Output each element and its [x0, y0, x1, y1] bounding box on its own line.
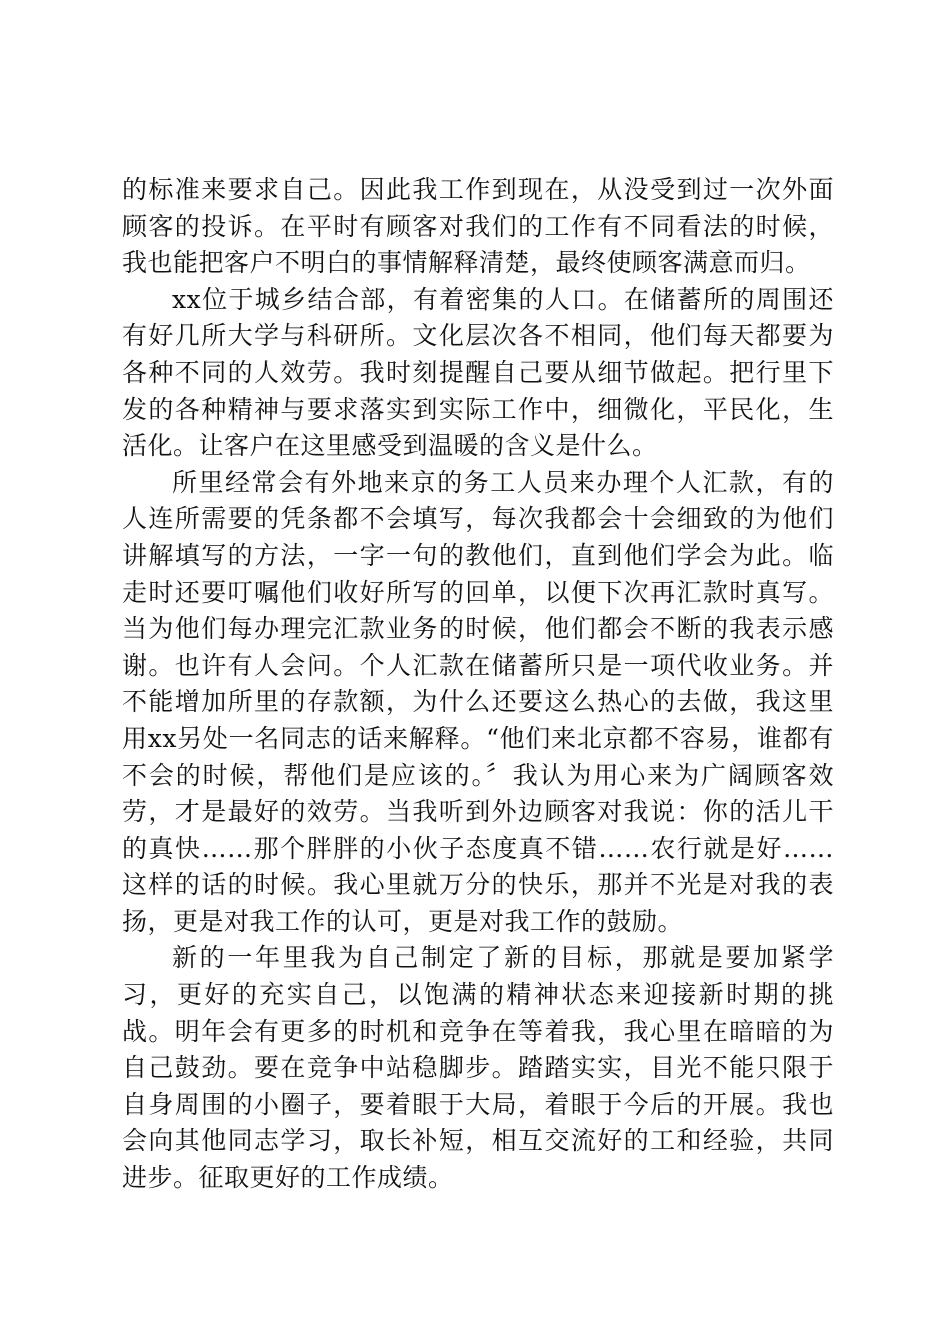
paragraph-continuation: 的标准来要求自己。因此我工作到现在，从没受到过一次外面顾客的投诉。在平时有顾客对我们的工作有不同看法的时候，我也能把客户不明白的事情解释清楚，最终使顾客满意而归。: [122, 175, 834, 278]
paragraph: 新的一年里我为自己制定了新的目标，那就是要加紧学习，更好的充实自己，以饱满的精神状态来迎接新时期的挑战。明年会有更多的时机和竞争在等着我，我心里在暗暗的为自己鼓劲。要在竞争中站稳脚步。踏踏实实，目光不能只限于自身周围的小圈子，要着眼于大局，着眼于今后的开展。我也会向其他同志学习，取长补短，相互交流好的工和经验，共同进步。征取更好的工作成绩。: [122, 943, 834, 1193]
paragraph: 所里经常会有外地来京的务工人员来办理个人汇款，有的人连所需要的凭条都不会填写，每次我都会十会细致的为他们讲解填写的方法，一字一句的教他们，直到他们学会为此。临走时还要叮嘱他们收好所写的回单，以便下次再汇款时真写。当为他们每办理完汇款业务的时候，他们都会不断的我表示感谢。也许有人会问。个人汇款在储蓄所只是一项代收业务。并不能增加所里的存款额，为什么还要这么热心的去做，我这里用xx另处一名同志的话来解释。“他们来北京都不容易，谁都有不会的时候，帮他们是应该的。〞我认为用心来为广阔顾客效劳，才是最好的效劳。当我听到外边顾客对我说：你的活儿干的真快……那个胖胖的小伙子态度真不错……农行就是好……这样的话的时候。我心里就万分的快乐，那并不光是对我的表扬，更是对我工作的认可，更是对我工作的鼓励。: [122, 467, 834, 936]
paragraph: xx位于城乡结合部，有着密集的人口。在储蓄所的周围还有好几所大学与科研所。文化层次各不相同，他们每天都要为各种不同的人效劳。我时刻提醒自己要从细节做起。把行里下发的各种精神与要求落实到实际工作中，细微化，平民化，生活化。让客户在这里感受到温暖的含义是什么。: [122, 284, 834, 461]
document-body: [122, 172, 834, 1197]
